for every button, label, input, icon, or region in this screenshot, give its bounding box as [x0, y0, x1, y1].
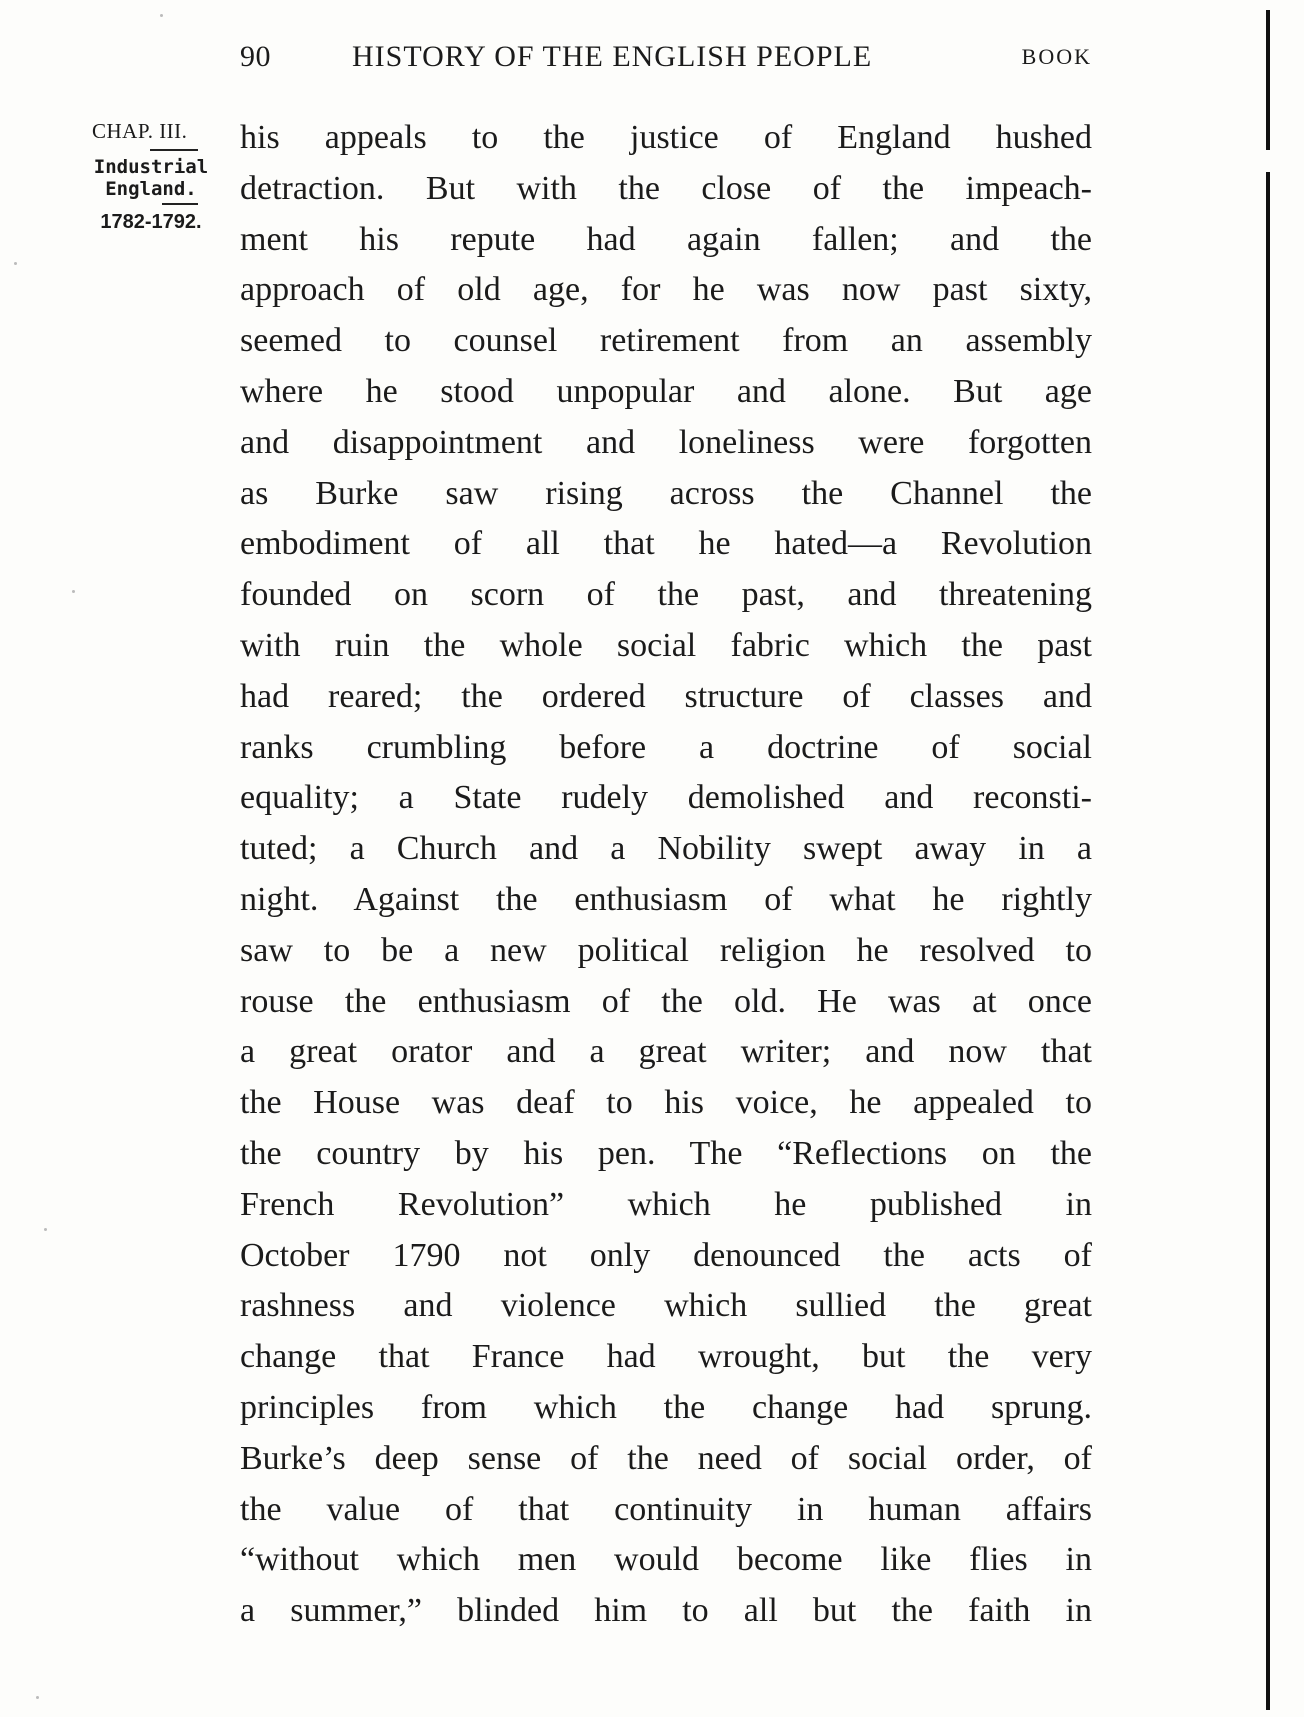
- text-line: ranks crumbling before a doctrine of social: [240, 728, 1092, 766]
- page-edge-line: [1266, 10, 1270, 1710]
- text-line: seemed to counsel retirement from an assembly: [240, 322, 1092, 360]
- text-line: principles from which the change had sprung.: [240, 1388, 1092, 1426]
- text-line: detraction. But with the close of the impeach-: [240, 169, 1092, 207]
- text-line: founded on scorn of the past, and threatening: [240, 576, 1092, 614]
- text-line: and disappointment and loneliness were forgotten: [240, 423, 1092, 461]
- text-line: with ruin the whole social fabric which the past: [240, 626, 1092, 664]
- margin-sidenote: [86, 120, 216, 233]
- text-line: his appeals to the justice of England hushed: [240, 119, 1092, 156]
- text-line: October 1790 not only denounced the acts of: [240, 1236, 1092, 1274]
- running-title: HISTORY OF THE ENGLISH PEOPLE: [352, 40, 873, 73]
- scan-speck: [160, 14, 163, 17]
- text-line: had reared; the ordered structure of classes and: [240, 677, 1092, 715]
- book-label: BOOK: [1021, 44, 1092, 69]
- text-line: a summer,” blinded him to all but the faith in: [240, 1592, 1092, 1630]
- sidenote-rule: [162, 203, 198, 205]
- text-line: tuted; a Church and a Nobility swept away in a: [240, 830, 1092, 868]
- text-line: rouse the enthusiasm of the old. He was at once: [240, 982, 1092, 1020]
- text-line: rashness and violence which sullied the great: [240, 1287, 1092, 1325]
- page-edge-gap: [1266, 150, 1270, 172]
- sidenote-topic: Industrial England.: [93, 156, 209, 200]
- text-line: where he stood unpopular and alone. But age: [240, 372, 1092, 410]
- running-header: [240, 40, 1092, 80]
- text-line: change that France had wrought, but the very: [240, 1338, 1092, 1376]
- chapter-label: CHAP. III.: [92, 119, 188, 143]
- text-line: French Revolution” which he published in: [240, 1185, 1092, 1223]
- sidenote-dates: 1782-1792.: [100, 210, 202, 233]
- text-line: “without which men would become like flies in: [240, 1541, 1092, 1579]
- text-line: night. Against the enthusiasm of what he rightly: [240, 880, 1092, 918]
- text-line: as Burke saw rising across the Channel the: [240, 474, 1092, 512]
- text-line: approach of old age, for he was now past sixty,: [240, 271, 1092, 309]
- text-line: the country by his pen. The “Reflections on the: [240, 1134, 1092, 1172]
- text-line: ment his repute had again fallen; and the: [240, 220, 1092, 258]
- text-line: embodiment of all that he hated—a Revolution: [240, 525, 1092, 563]
- page-number: 90: [240, 40, 271, 73]
- scan-speck: [36, 1696, 39, 1699]
- text-line: equality; a State rudely demolished and reconsti-: [240, 779, 1092, 817]
- scan-speck: [44, 1228, 47, 1231]
- scan-speck: [14, 262, 17, 265]
- text-line: the House was deaf to his voice, he appealed to: [240, 1084, 1092, 1122]
- text-line: a great orator and a great writer; and now that: [240, 1033, 1092, 1071]
- text-line: saw to be a new political religion he resolved to: [240, 931, 1092, 969]
- text-line: the value of that continuity in human affairs: [240, 1490, 1092, 1528]
- text-line: Burke’s deep sense of the need of social order, of: [240, 1439, 1092, 1477]
- sidenote-rule: [150, 149, 198, 151]
- body-text: [240, 113, 1092, 1637]
- scan-speck: [72, 590, 75, 593]
